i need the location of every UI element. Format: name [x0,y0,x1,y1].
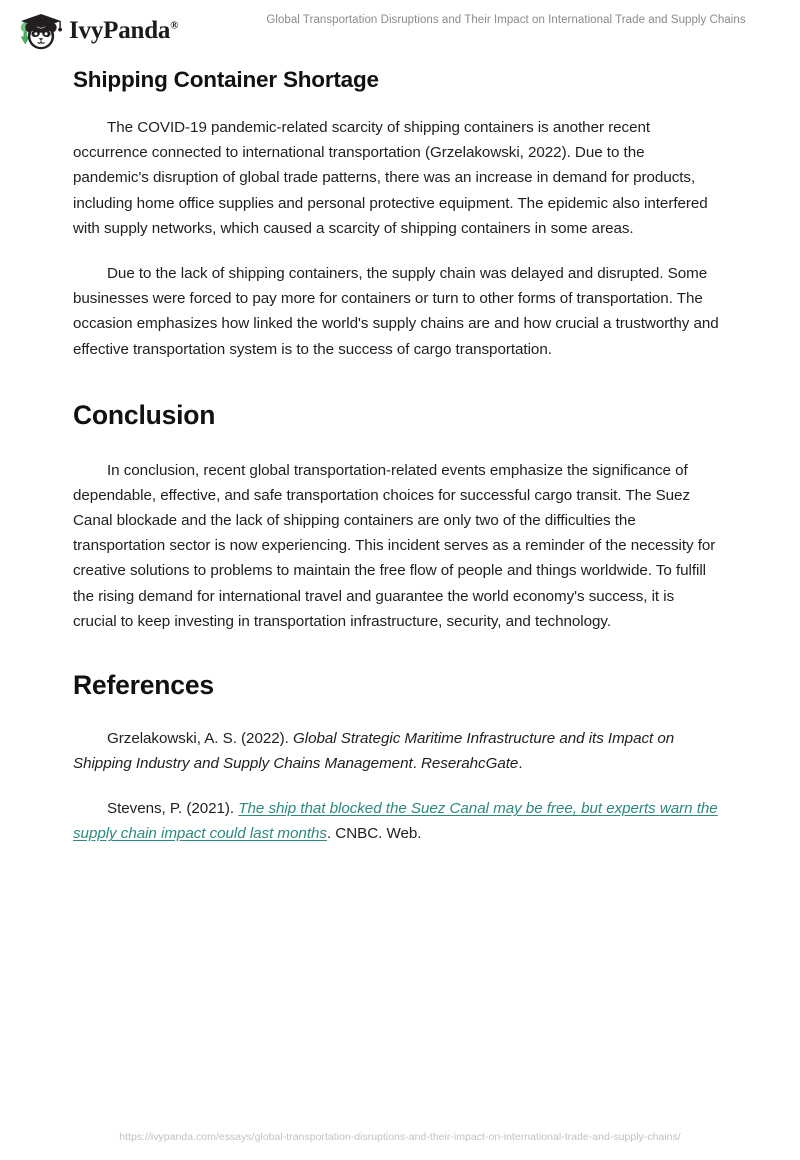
document-body [73,66,721,867]
reference-entry-2 [73,796,721,846]
registered-mark: ® [170,19,179,32]
paragraph-conclusion-1: In conclusion, recent global transportation-related events emphasize the significance of dependable, effective, and safe transportation choices for successful cargo transit. The Suez Canal blockade and the lack of shipping containers are only two of the difficulties the transportation sector is now experiencing. This incident serves as a reminder of the necessity for creative solutions to problems to maintain the free flow of people and things worldwide. To fulfill the rising demand for international travel and guarantee the world economy's success, it is crucial to keep investing in transportation infrastructure, security, and technology. [73,461,716,630]
reference-separator: . [412,755,421,773]
paragraph-shipping-1: The COVID-19 pandemic-related scarcity of shipping containers is another recent occurrence connected to international transportation (Grzelakowski, 2022). Due to the pandemic's disruption of global trade patterns, there was an increase in demand for products, including home office supplies and personal protective equipment. The epidemic also interfered with supply networks, which caused a scarcity of shipping containers in some areas. [73,119,708,237]
reference-entry-1 [73,726,721,776]
reference-source: ReserahcGate [420,755,519,773]
reference-author-year: Stevens, P. (2021). [107,800,239,818]
reference-link[interactable]: The ship that blocked the Suez Canal may be free, but experts warn the supply chain impact could last months [73,800,718,843]
page-header [0,0,800,58]
reference-author-year: Grzelakowski, A. S. (2022). [107,729,293,747]
logo-wordmark-text: IvyPanda [69,16,171,44]
paragraph-shipping-2: Due to the lack of shipping containers, the supply chain was delayed and disrupted. Some businesses were forced to pay more for containers or turn to other forms of transportation. The occasion emphasizes how linked the world's supply chains are and how crucial a trustworthy and effective transportation system is to the success of cargo transportation. [73,265,719,358]
footer-url: https://ivypanda.com/essays/global-transportation-disruptions-and-their-impact-on-international-trade-and-supply-chains/ [119,1131,681,1143]
document-header-title: Global Transportation Disruptions and Their Impact on International Trade and Supply Chains [266,14,746,26]
reference-title: Global Strategic Maritime Infrastructure and its Impact on Shipping Industry and Supply Chains Management [73,729,675,773]
heading-shipping-container-shortage: Shipping Container Shortage [73,67,379,92]
logo-wordmark [69,18,178,43]
heading-conclusion: Conclusion [73,399,216,430]
panda-graduate-logo-icon [16,8,64,52]
reference-source-tail: . CNBC. Web. [326,825,422,843]
ivypanda-logo[interactable] [16,8,178,52]
heading-references: References [73,670,214,701]
reference-period: . [518,755,523,773]
